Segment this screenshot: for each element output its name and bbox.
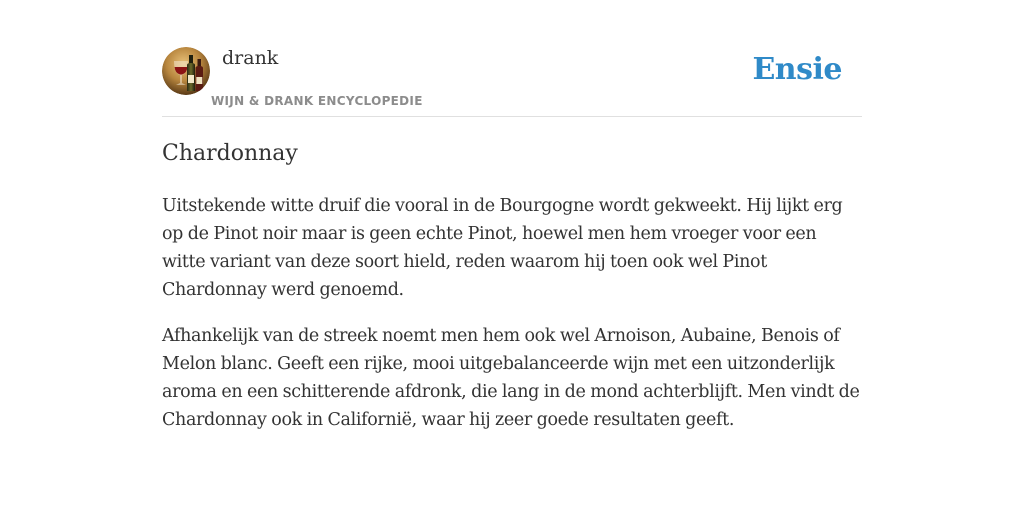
author-link[interactable]: drank — [222, 47, 279, 69]
source-link[interactable]: WIJN & DRANK ENCYCLOPEDIE — [211, 94, 423, 108]
wine-bottles-icon[interactable] — [162, 47, 210, 95]
brand-logo[interactable]: Ensie — [752, 52, 842, 87]
article-body — [162, 192, 862, 452]
paragraph-2: Afhankelijk van de streek noemt men hem ook wel Arnoison, Aubaine, Benois of Melon blanc. Geeft een rijke, mooi uitgebalanceerde wijn met een uitzonderlijk aroma en een schitterende afdronk, die lang in de mond achterblijft. Men vindt de Chardonnay ook in Californië, waar hij zeer goede resultaten geeft. — [162, 326, 860, 430]
header — [162, 46, 862, 117]
paragraph-1: Uitstekende witte druif die vooral in de Bourgogne wordt gekweekt. Hij lijkt erg op de Pinot noir maar is geen echte Pinot, hoewel men hem vroeger voor een witte variant van deze soort hield, reden waarom hij toen ook wel Pinot Chardonnay werd genoemd. — [162, 196, 843, 300]
page-title: Chardonnay — [162, 141, 298, 166]
